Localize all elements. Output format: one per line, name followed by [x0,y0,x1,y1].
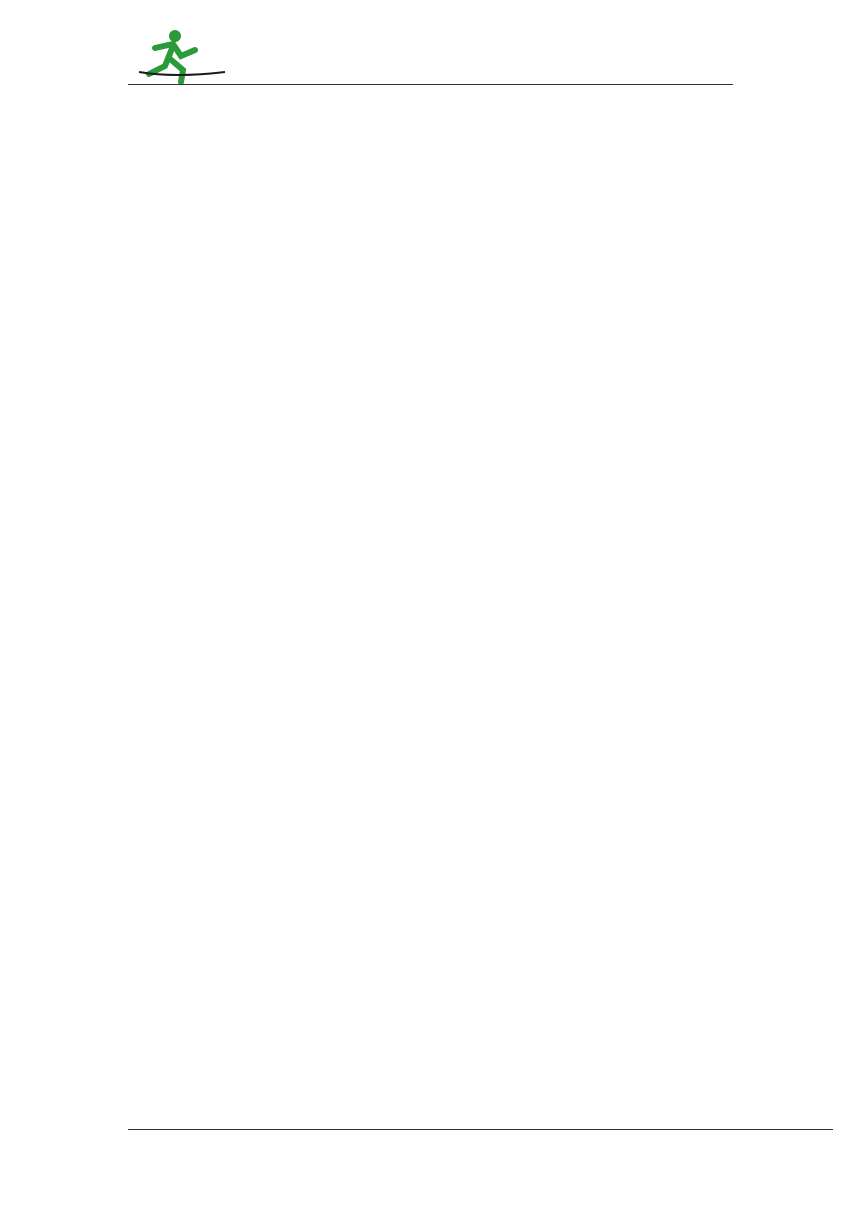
footer-divider [128,1129,833,1130]
site-logo [135,28,335,84]
header-divider [128,84,733,85]
runner-icon [139,30,225,82]
